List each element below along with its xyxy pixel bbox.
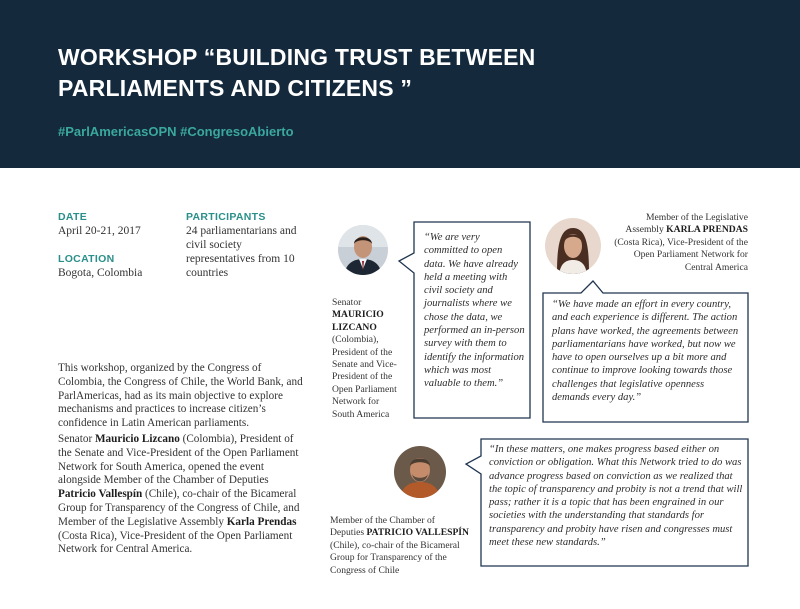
lizcano-quote: “We are very committed to open data. We have already held a meeting with civil society and journalists where we chose the data, we performed an in-person survey with them to identify the information which was most valuable to them.”	[424, 232, 525, 390]
location-label: LOCATION	[58, 253, 115, 265]
date-value: April 20-21, 2017	[58, 225, 141, 237]
date-label: DATE	[58, 211, 88, 223]
hashtags: #ParlAmericasOPN #CongresoAbierto	[58, 124, 294, 139]
name-prendas: Karla Prendas	[226, 515, 297, 528]
vallespin-quote: “In these matters, one makes progress based either on conviction or obligation. What this Network tried to do was advance progress based on conviction as we realized that the topic of transparency and probity is not a trend that will pass; rather it is a topic that has been engrained in our societies with the understanding that standards for transparency and probity have risen and congresses must meet these new standards.”	[489, 444, 743, 549]
prendas-caption: Member of the Legislative Assembly KARLA PRENDAS (Costa Rica), Vice-President of the Open Parliament Network for Central America	[614, 212, 748, 273]
lizcano-caption: Senator MAURICIO LIZCANO (Colombia), President of the Senate and Vice-President of the Open Parliament Network for South America	[332, 297, 397, 420]
prendas-photo	[545, 218, 601, 274]
vallespin-photo	[394, 446, 446, 498]
summary-paragraph-2: Senator Mauricio Lizcano (Colombia), President of the Senate and Vice-President of the Open Parliament Network for South America, opened the event alongside Member of the Chamber of Deputies Patricio Vallespín (Chile), co-chair of the Bicameral Group for Transparency of the Congress of Chile, and Member of the Legislative Assembly Karla Prendas (Costa Rica), Vice-President of the Open Parliament Network for Central America.	[58, 433, 300, 556]
participants-label: PARTICIPANTS	[186, 211, 266, 223]
vallespin-caption: Member of the Chamber of Deputies PATRICIO VALLESPÍN (Chile), co-chair of the Bicameral Group for Transparency of the Congress of Chile	[330, 515, 469, 576]
prendas-quote: “We have made an effort in every country, and each experience is different. The action plans have worked, the agreements between parliamentarians have worked, but now we have to open ourselves up a bit more and continue to improve looking towards those challenges that legislative openness demands every day.”	[552, 299, 739, 404]
summary-paragraph-1: This workshop, organized by the Congress of Colombia, the Congress of Chile, the World Bank, and ParlAmericas, had as its main objective to explore mechanisms and practices to increase citizen’s confidence in Latin American parliaments.	[58, 362, 303, 430]
name-lizcano: Mauricio Lizcano	[94, 433, 180, 445]
location-value: Bogota, Colombia	[58, 267, 143, 279]
lizcano-photo	[338, 225, 388, 275]
title-line-1: WORKSHOP “BUILDING TRUST BETWEEN	[58, 44, 536, 70]
participants-value: 24 parliamentarians and civil society representatives from 10 countries	[186, 225, 297, 279]
title-line-2: PARLIAMENTS AND CITIZENS ”	[58, 75, 413, 101]
name-vallespin: Patricio Vallespín	[58, 488, 143, 501]
